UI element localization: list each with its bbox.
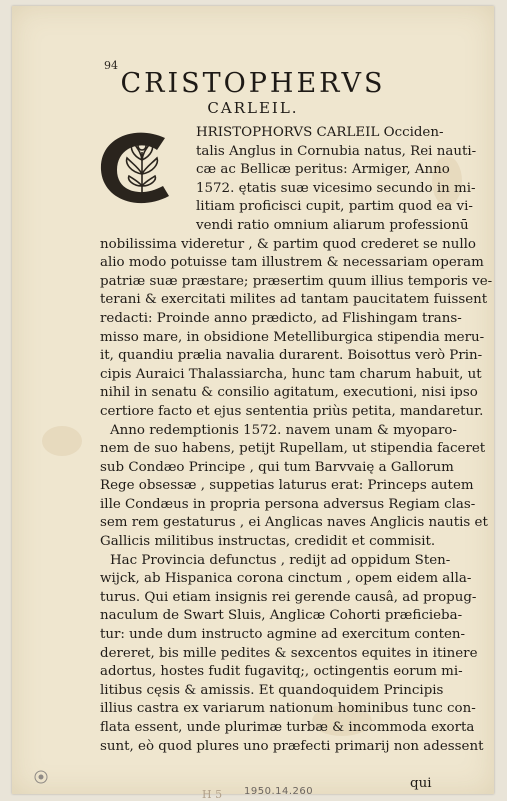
text-line: litiam proficisci cupit, partim quod ea vi- <box>196 199 473 215</box>
text-line: certiore facto et ejus sententia priùs petita, mandaretur. <box>100 403 484 419</box>
accession-number: 1950.14.260 <box>244 786 314 797</box>
text-line: it, quandiu prælia navalia durarent. Boisottus verò Prin- <box>100 348 483 364</box>
catchword: qui <box>410 776 432 791</box>
signature-mark: H 5 <box>202 788 223 801</box>
text-line: 1572. ętatis suæ vicesimo secundo in mi- <box>196 180 476 196</box>
text-line: Hac Provincia defunctus , redijt ad oppidum Sten- <box>110 552 451 568</box>
text-line: terani & exercitati milites ad tantam paucitatem fuissent <box>100 292 488 308</box>
text-line: Gallicis militibus instructas, credidit et commisit. <box>100 534 436 550</box>
text-line: Rege obsessæ , suppetias laturus erat: Princeps autem <box>100 478 474 494</box>
text-line: ille Condæus in propria persona adversus Regiam clas- <box>100 496 476 512</box>
text-line: nihil in senatu & consilio agitatum, executioni, nisi ipso <box>100 385 478 401</box>
text-line: cipis Auraici Thalassiarcha, hunc tam charum habuit, ut <box>100 366 482 382</box>
text-line: nobilissima videretur , & partim quod crederet se nullo <box>100 236 476 252</box>
text-line: naculum de Swart Sluis, Anglicæ Cohorti præficieba- <box>100 608 463 624</box>
text-line: dereret, bis mille pedites & sexcentos equites in itinere <box>100 645 478 661</box>
text-line: patriæ suæ præstare; præsertim quum illius temporis ve- <box>100 273 493 289</box>
text-line: vendi ratio omnium aliarum professionū <box>196 217 469 233</box>
text-line: sub Condæo Principe , qui tum Barvvaię a Gallorum <box>100 459 454 475</box>
text-line: alio modo potuisse tam illustrem & necessariam operam <box>100 255 484 271</box>
text-line: cæ ac Bellicæ peritus: Armiger, Anno <box>196 162 450 178</box>
text-line: adortus, hostes fudit fugavitq;, octingentis eorum mi- <box>100 664 463 680</box>
page-number: 94 <box>104 59 118 72</box>
text-line: HRISTOPHORVS CARLEIL Occiden- <box>196 125 444 140</box>
text-line: sem rem gestaturus , ei Anglicas naves Anglicis nautis et <box>100 515 488 531</box>
collection-stamp-icon <box>34 770 48 784</box>
text-line: sunt, eò quod plures uno præfecti primarij non adessent <box>100 738 484 754</box>
text-line: Anno redemptionis 1572. navem unam & myoparo- <box>110 422 457 438</box>
text-line: turus. Qui etiam insignis rei gerende causâ, ad propug- <box>100 589 477 605</box>
body-text <box>100 124 493 756</box>
text-line: redacti: Proinde anno prædicto, ad Flishingam trans- <box>100 310 462 326</box>
text-line: talis Anglus in Cornubia natus, Rei nauti- <box>196 143 477 159</box>
text-line: nem de suo habens, petijt Rupellam, ut stipendia faceret <box>100 441 486 457</box>
text-line: wijck, ab Hispanica corona cinctum , opem eidem alla- <box>100 571 472 587</box>
page-subtitle: CARLEIL. <box>207 99 299 117</box>
text-line: misso mare, in obsidione Metelliburgica stipendia meru- <box>100 329 485 345</box>
text-line: flata essent, unde plurimæ turbæ & incommoda exorta <box>100 720 475 735</box>
page-sheet <box>12 6 494 801</box>
page-title: CRISTOPHERVS <box>120 68 386 99</box>
text-line: litibus cęsis & amissis. Et quandoquidem Principis <box>100 682 444 698</box>
text-line: tur: unde dum instructo agmine ad exercitum conten- <box>100 627 466 643</box>
text-line: illius castra ex variarum nationum hominibus tunc con- <box>100 701 476 717</box>
